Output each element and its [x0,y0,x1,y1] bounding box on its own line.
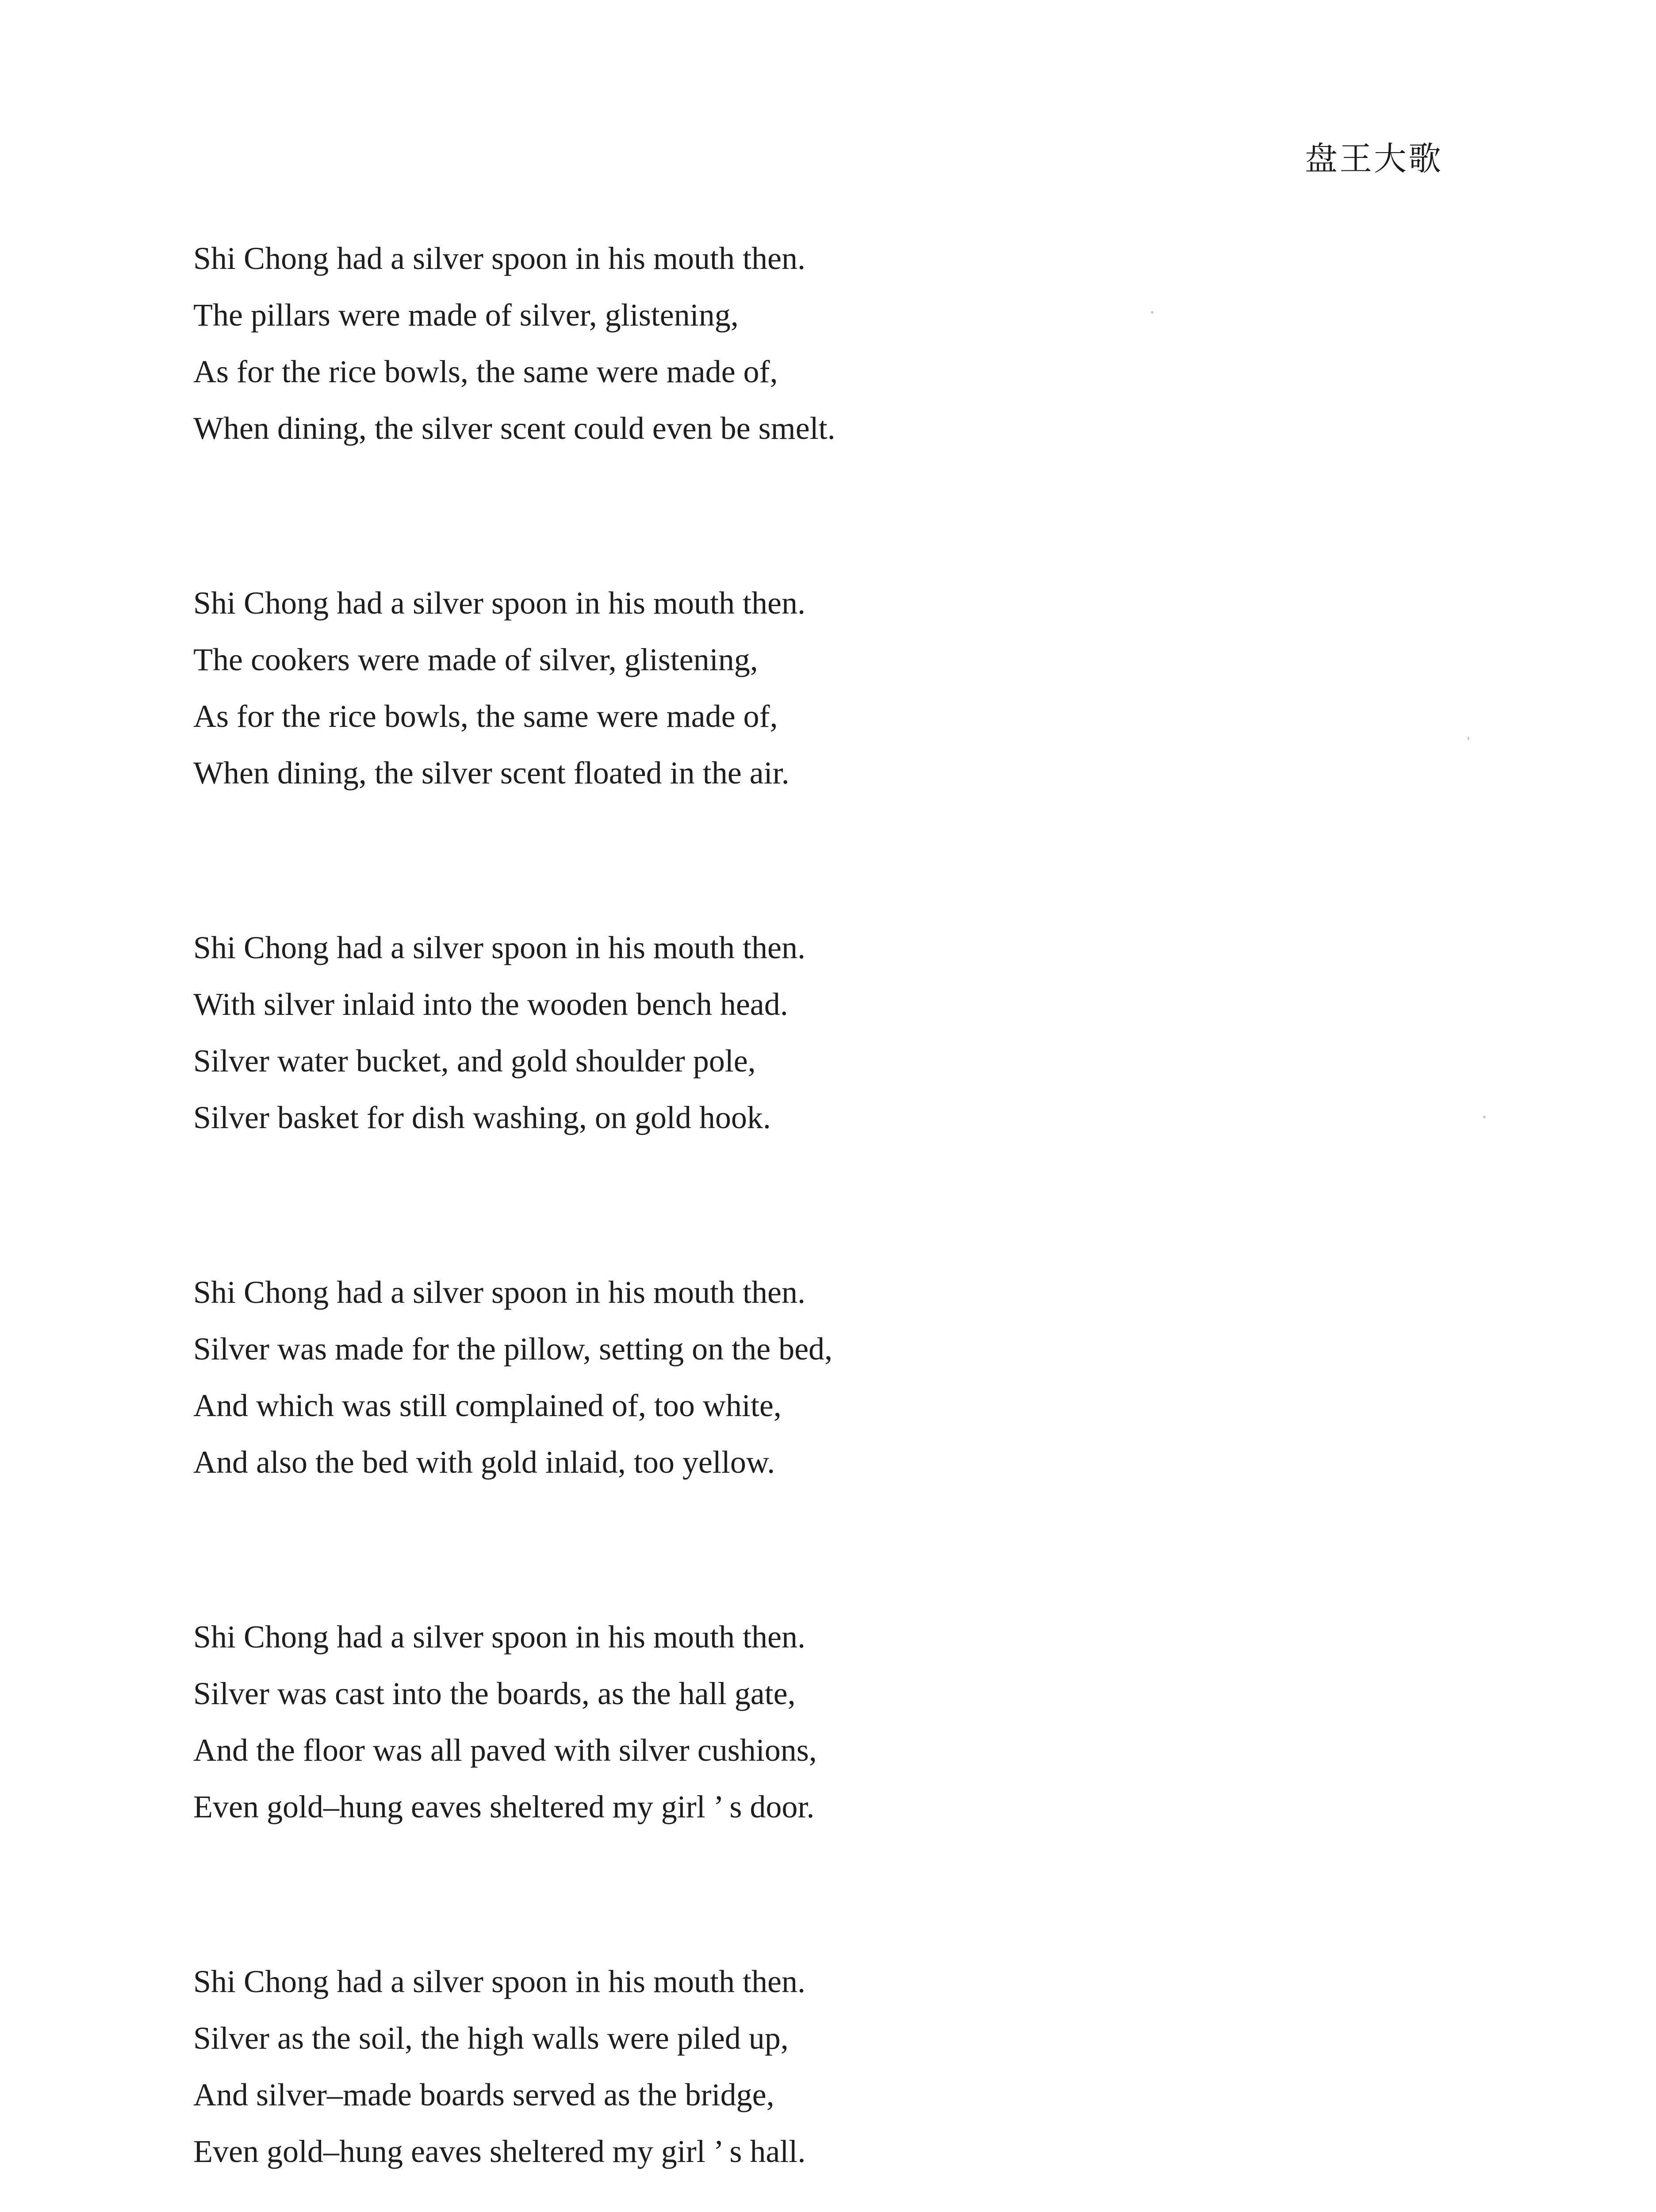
poem-line: Shi Chong had a silver spoon in his mouth then. [193,241,805,276]
poem-line: Silver as the soil, the high walls were piled up, [193,2020,789,2056]
poem-line: The cookers were made of silver, glistening, [193,642,758,677]
poem-line: Silver was cast into the boards, as the hall gate, [193,1676,796,1711]
poem-line: And silver–made boards served as the bridge, [193,2077,774,2112]
poem-line: With silver inlaid into the wooden bench head. [193,987,788,1022]
poem-line: Silver water bucket, and gold shoulder pole, [193,1043,756,1079]
poem-line: And the floor was all paved with silver cushions, [193,1732,817,1768]
running-header: 盘王大歌 [1305,140,1443,178]
scan-speck [1483,1116,1486,1118]
stanza [193,230,1476,457]
poem-line: And which was still complained of, too white, [193,1388,782,1423]
poem-line: Shi Chong had a silver spoon in his mouth then. [193,1619,805,1655]
stanza [193,1953,1476,2180]
poem-line: And also the bed with gold inlaid, too yellow. [193,1444,775,1480]
scan-speck [1151,311,1154,314]
poem-line: When dining, the silver scent floated in the air. [193,755,790,791]
poem-line: Shi Chong had a silver spoon in his mouth then. [193,930,805,965]
poem-line: Even gold–hung eaves sheltered my girl ’ s hall. [193,2134,806,2169]
poem-line: The pillars were made of silver, glistening, [193,297,739,333]
poem-line: Shi Chong had a silver spoon in his mouth then. [193,585,805,621]
poem-line: As for the rice bowls, the same were made of, [193,354,778,389]
poem-line: When dining, the silver scent could even be smelt. [193,411,836,446]
poem-line: Shi Chong had a silver spoon in his mouth then. [193,1275,805,1310]
poem-line: Silver basket for dish washing, on gold hook. [193,1100,771,1135]
scan-speck [1468,737,1469,740]
poem-line: Even gold–hung eaves sheltered my girl ’ s door. [193,1789,815,1824]
poem-line: As for the rice bowls, the same were made of, [193,699,778,734]
stanza [193,1609,1476,1835]
stanza [193,575,1476,801]
poem-line: Silver was made for the pillow, setting on the bed, [193,1331,833,1367]
poem-body [193,230,1476,2212]
stanza [193,919,1476,1146]
stanza [193,1264,1476,1490]
poem-line: Shi Chong had a silver spoon in his mouth then. [193,1964,805,1999]
